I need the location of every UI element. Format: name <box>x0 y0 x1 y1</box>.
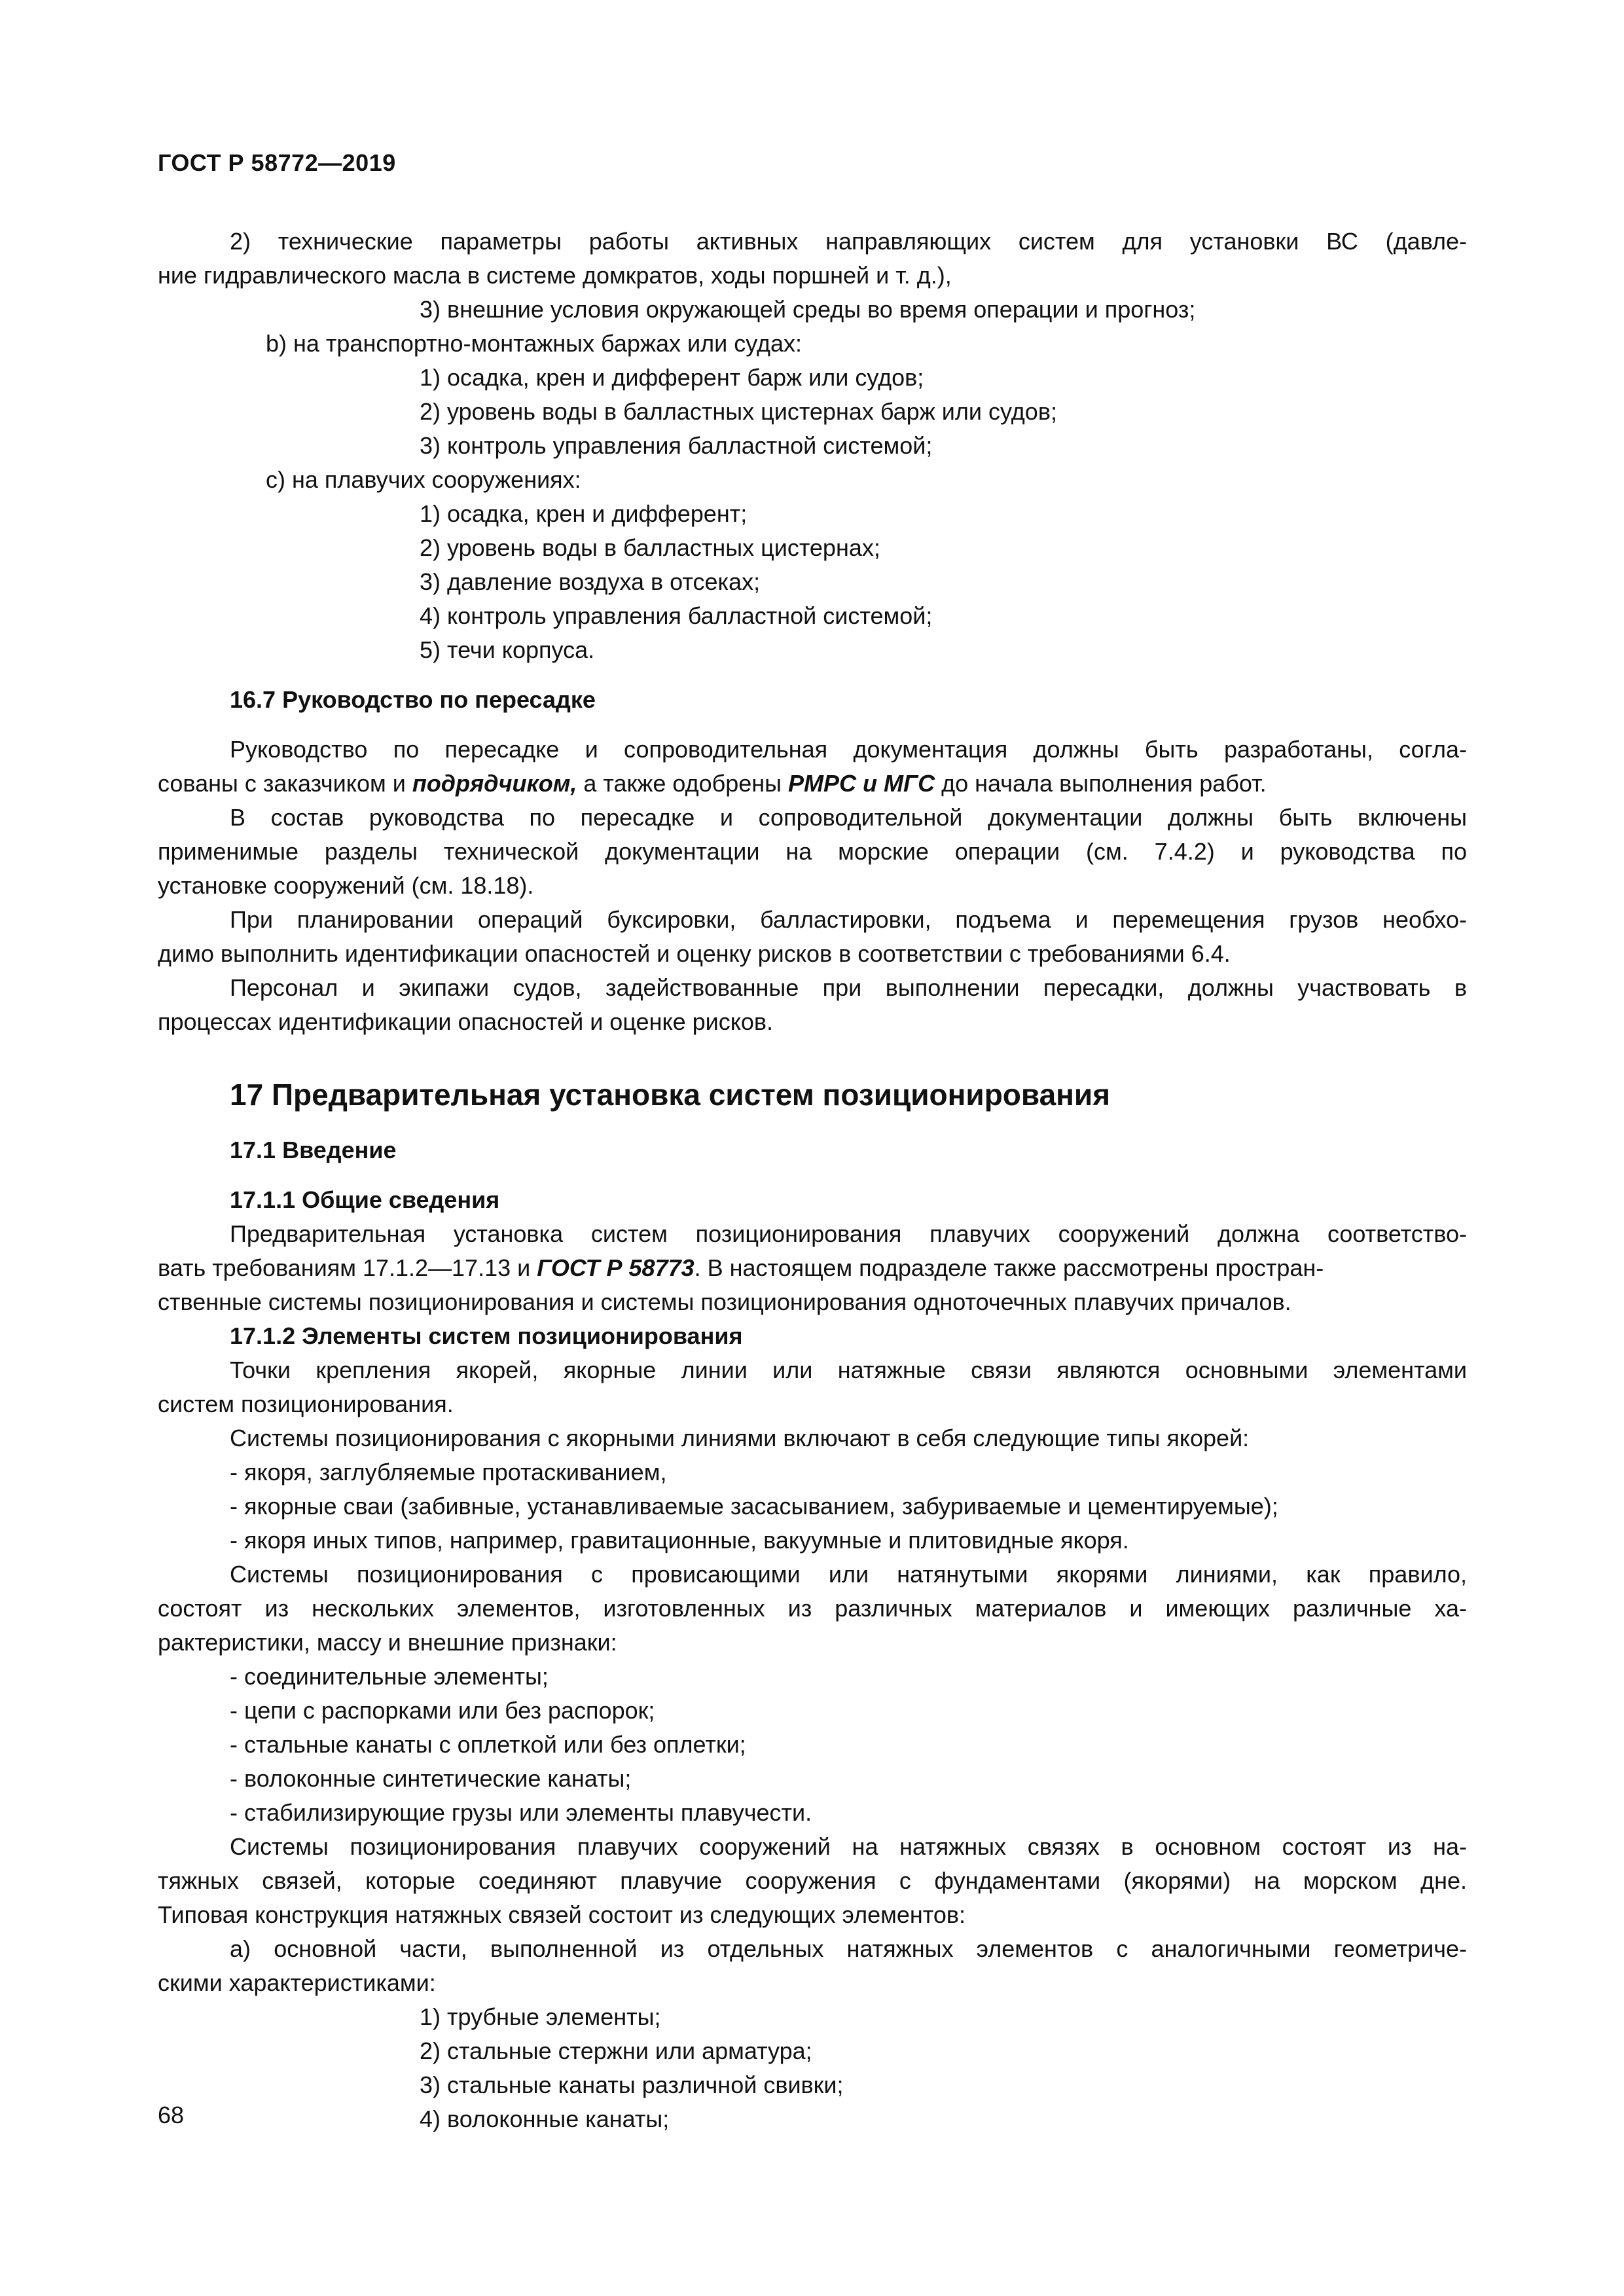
list-label-b: b) на транспортно-монтажных баржах или судах: <box>266 330 803 357</box>
paragraph-line: В состав руководства по пересадке и сопроводительной документации должны быть включены <box>230 804 1467 831</box>
paragraph-line <box>158 767 1467 801</box>
section-heading-17: 17 Предварительная установка систем позиционирования <box>230 1078 1111 1112</box>
list-item: 5) течи корпуса. <box>420 636 595 663</box>
subsection-heading-17-1-2: 17.1.2 Элементы систем позиционирования <box>230 1322 743 1349</box>
text-run: до начала выполнения работ. <box>935 770 1267 797</box>
list-item: 4) волоконные канаты; <box>420 2105 670 2132</box>
list-item: 1) осадка, крен и дифферент; <box>420 500 748 527</box>
paragraph-line: установке сооружений (см. 18.18). <box>158 872 534 899</box>
list-item: 2) уровень воды в балластных цистернах барж или судов; <box>420 398 1057 425</box>
paragraph-line: применимые разделы технической документации на морские операции (см. 7.4.2) и руководства по <box>158 838 1467 865</box>
list-item: 3) контроль управления балластной системой; <box>420 432 933 459</box>
paragraph-line: Предварительная установка систем позиционирования плавучих сооружений должна соответство- <box>230 1220 1467 1247</box>
paragraph-line: Точки крепления якорей, якорные линии или натяжные связи являются основными элементами <box>230 1357 1467 1383</box>
list-item-continuation: ние гидравлического масла в системе домкратов, ходы поршней и т. д.), <box>158 262 952 289</box>
paragraph-line: рактеристики, массу и внешние признаки: <box>158 1629 617 1656</box>
text-run: . В настоящем подразделе также рассмотрены простран- <box>694 1254 1324 1281</box>
list-item: 2) стальные стержни или арматура; <box>420 2037 812 2064</box>
list-item: - цепи с распорками или без распорок; <box>230 1697 655 1724</box>
paragraph-line: систем позиционирования. <box>158 1391 454 1417</box>
paragraph-line: состоят из нескольких элементов, изготовленных из различных материалов и имеющих различные ха- <box>158 1595 1467 1622</box>
paragraph-line: процессах идентификации опасностей и оценке рисков. <box>158 1008 774 1035</box>
subsection-heading-17-1-1: 17.1.1 Общие сведения <box>230 1186 500 1213</box>
list-item: 3) внешние условия окружающей среды во время операции и прогноз; <box>420 296 1196 323</box>
list-item: 3) стальные канаты различной свивки; <box>420 2071 844 2098</box>
body-text <box>158 225 1467 2136</box>
text-run: сованы с заказчиком и <box>158 770 412 797</box>
subsection-heading-17-1: 17.1 Введение <box>230 1137 397 1163</box>
emphasis-rmrs-mgs: РМРС и МГС <box>788 770 935 797</box>
paragraph-line: Системы позиционирования с якорными линиями включают в себя следующие типы якорей: <box>230 1425 1250 1451</box>
paragraph-line: Типовая конструкция натяжных связей состоит из следующих элементов: <box>158 1901 966 1928</box>
paragraph-line: Системы позиционирования плавучих сооружений на натяжных связях в основном состоят из на- <box>230 1833 1467 1860</box>
paragraph-line <box>158 1251 1467 1285</box>
paragraph-line: При планировании операций буксировки, балластировки, подъема и перемещения грузов необхо- <box>230 906 1467 933</box>
paragraph-line: Персонал и экипажи судов, задействованные при выполнении пересадки, должны участвовать в <box>230 974 1467 1001</box>
list-item: 1) трубные элементы; <box>420 2003 661 2030</box>
list-item: 3) давление воздуха в отсеках; <box>420 568 761 595</box>
list-item: 1) осадка, крен и дифферент барж или судов; <box>420 364 924 391</box>
text-run: а также одобрены <box>577 770 789 797</box>
paragraph-line: Системы позиционирования с провисающими или натянутыми якорями линиями, как правило, <box>230 1561 1467 1588</box>
list-label-c: c) на плавучих сооружениях: <box>266 466 581 493</box>
paragraph-line: димо выполнить идентификации опасностей и оценку рисков в соответствии с требованиями 6.4. <box>158 940 1231 967</box>
list-item: - соединительные элементы; <box>230 1663 549 1690</box>
paragraph-line: скими характеристиками: <box>158 1969 436 1996</box>
paragraph-line: a) основной части, выполненной из отдельных натяжных элементов с аналогичными геометриче- <box>230 1935 1467 1962</box>
list-item: - волоконные синтетические канаты; <box>230 1765 632 1792</box>
document-header: ГОСТ Р 58772—2019 <box>158 149 396 176</box>
emphasis-contractor: подрядчиком, <box>412 770 577 797</box>
list-item: 2) технические параметры работы активных направляющих систем для установки ВС (давле- <box>230 228 1467 255</box>
paragraph-line: тяжных связей, которые соединяют плавучие сооружения с фундаментами (якорями) на морском дне. <box>158 1867 1467 1894</box>
page-number: 68 <box>158 2102 185 2128</box>
section-heading-16-7: 16.7 Руководство по пересадке <box>230 686 596 713</box>
emphasis-gost-ref: ГОСТ Р 58773 <box>537 1254 695 1281</box>
list-item: - стальные канаты с оплеткой или без оплетки; <box>230 1731 746 1758</box>
paragraph-line: Руководство по пересадке и сопроводительная документация должны быть разработаны, согла- <box>230 736 1467 763</box>
text-run: вать требованиям 17.1.2—17.13 и <box>158 1254 537 1281</box>
list-item: - якоря, заглубляемые протаскиванием, <box>230 1459 667 1485</box>
paragraph-line: ственные системы позиционирования и системы позиционирования одноточечных плавучих причалов. <box>158 1288 1291 1315</box>
list-item: - якоря иных типов, например, гравитационные, вакуумные и плитовидные якоря. <box>230 1527 1129 1554</box>
list-item: 4) контроль управления балластной системой; <box>420 602 933 629</box>
list-item: - якорные сваи (забивные, устанавливаемые засасыванием, забуриваемые и цементируемые); <box>230 1493 1278 1520</box>
list-item: 2) уровень воды в балластных цистернах; <box>420 534 880 561</box>
list-item: - стабилизирующие грузы или элементы плавучести. <box>230 1799 812 1826</box>
